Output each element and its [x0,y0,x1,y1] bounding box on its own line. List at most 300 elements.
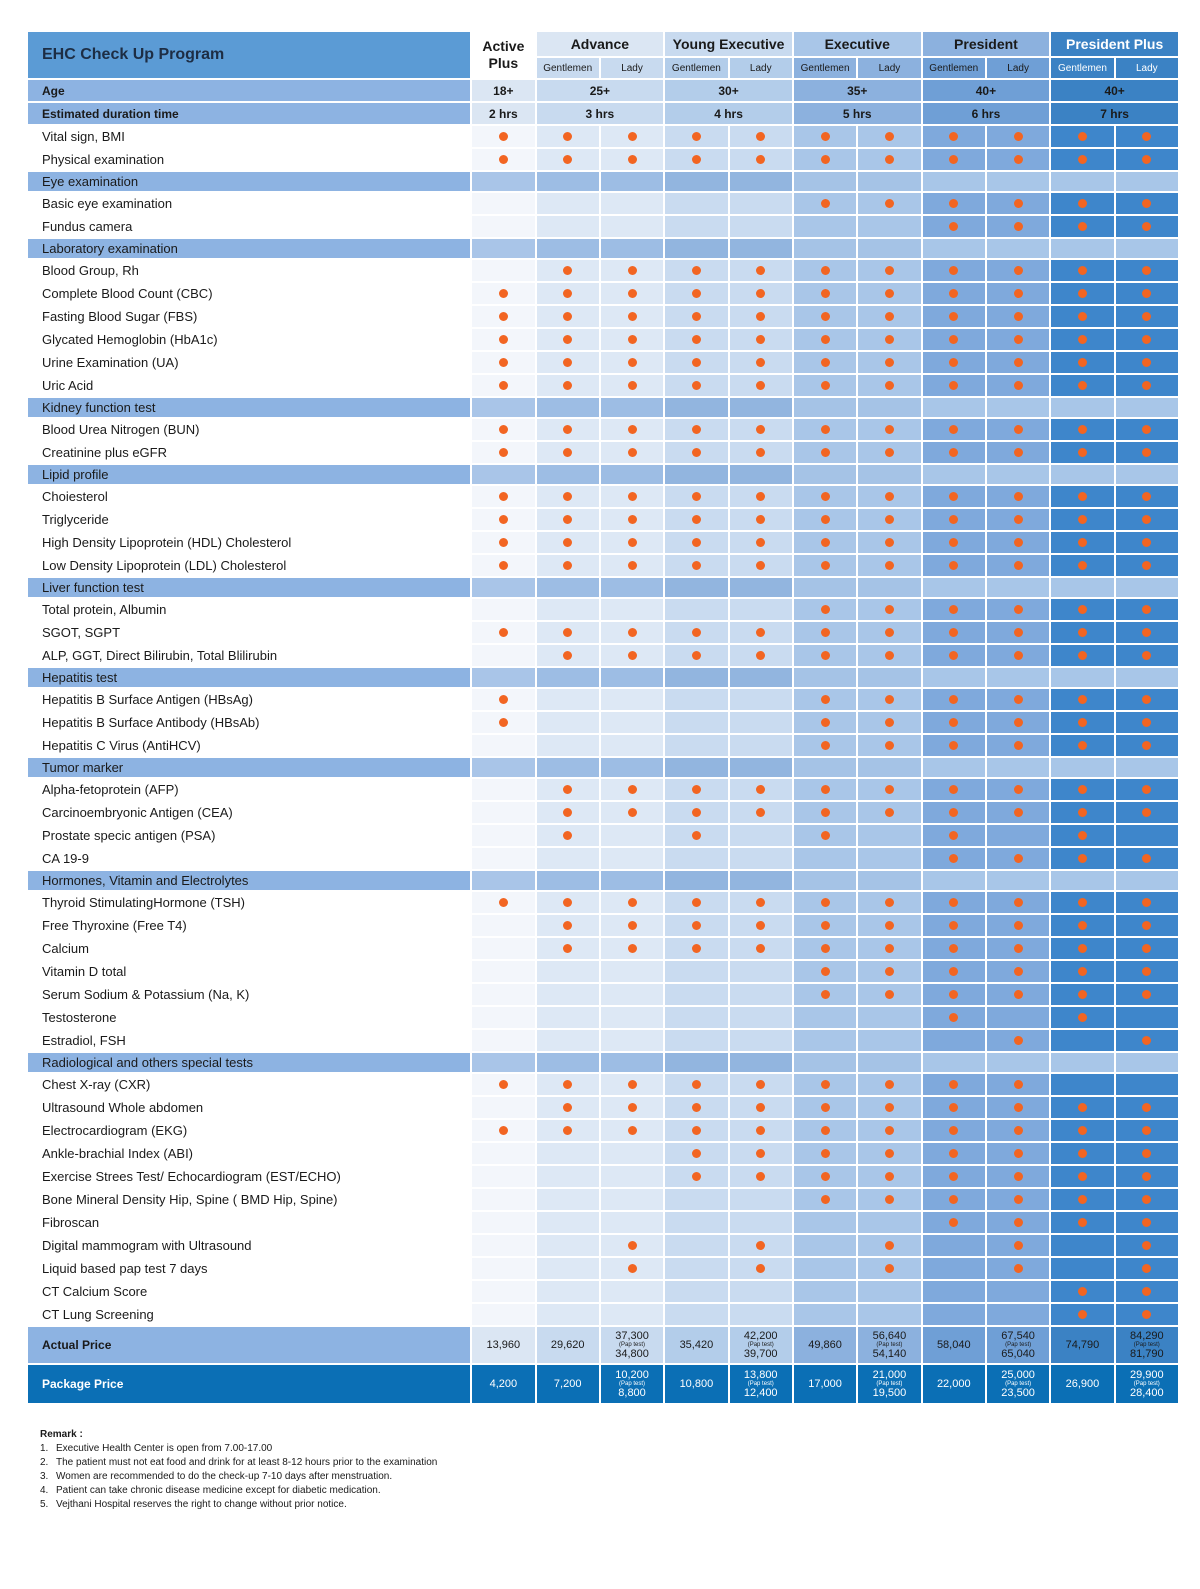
included-dot-icon [628,898,637,907]
included-dot-icon [692,381,701,390]
test-label: Fibroscan [27,1211,471,1234]
included-dot-icon [692,515,701,524]
mark-cell [1050,485,1114,508]
mark-cell [729,508,793,531]
mark-cell [986,644,1050,667]
included-dot-icon [949,425,958,434]
mark-cell [1050,1234,1114,1257]
included-dot-icon [821,921,830,930]
included-dot-icon [949,695,958,704]
included-dot-icon [1142,628,1151,637]
mark-cell [600,598,664,621]
mark-cell [986,757,1050,778]
actual-price-cell [793,1326,857,1364]
test-label: Electrocardiogram (EKG) [27,1119,471,1142]
mark-cell [600,282,664,305]
included-dot-icon [885,358,894,367]
mark-cell [664,801,728,824]
included-dot-icon [499,448,508,457]
price-value: 4,200 [489,1377,518,1390]
program-header-young-executive: Young Executive [664,31,793,57]
mark-cell [857,1165,921,1188]
mark-cell [600,305,664,328]
included-dot-icon [563,944,572,953]
included-dot-icon [1142,561,1151,570]
included-dot-icon [885,1241,894,1250]
test-label: Ultrasound Whole abdomen [27,1096,471,1119]
mark-cell [1050,1142,1114,1165]
mark-cell [600,937,664,960]
included-dot-icon [628,1080,637,1089]
mark-cell [1115,1234,1179,1257]
included-dot-icon [692,944,701,953]
included-dot-icon [1078,515,1087,524]
mark-cell [793,644,857,667]
mark-cell [857,397,921,418]
mark-cell [1115,508,1179,531]
price-value-without-pap: 28,400 [1129,1386,1164,1399]
mark-cell [1050,148,1114,171]
mark-cell [1115,1142,1179,1165]
included-dot-icon [821,448,830,457]
mark-cell [857,1280,921,1303]
test-label: Creatinine plus eGFR [27,441,471,464]
test-row [27,801,1179,824]
mark-cell [536,418,600,441]
included-dot-icon [821,831,830,840]
mark-cell [857,847,921,870]
mark-cell [664,1096,728,1119]
mark-cell [857,734,921,757]
included-dot-icon [885,199,894,208]
mark-cell [536,351,600,374]
mark-cell [1050,305,1114,328]
test-row [27,598,1179,621]
mark-cell [664,259,728,282]
included-dot-icon [885,312,894,321]
mark-cell [793,554,857,577]
mark-cell [986,328,1050,351]
mark-cell [793,577,857,598]
included-dot-icon [821,808,830,817]
mark-cell [1115,870,1179,891]
included-dot-icon [756,898,765,907]
mark-cell [986,1006,1050,1029]
mark-cell [600,1142,664,1165]
test-label: Free Thyroxine (Free T4) [27,914,471,937]
mark-cell [471,328,535,351]
mark-cell [1115,328,1179,351]
mark-cell [922,464,986,485]
checkup-table-container [26,30,1180,1405]
mark-cell [793,778,857,801]
mark-cell [536,397,600,418]
mark-cell [1050,328,1114,351]
test-label: Physical examination [27,148,471,171]
mark-cell [471,554,535,577]
mark-cell [1115,983,1179,1006]
actual-price-cell [1115,1326,1179,1364]
mark-cell [1050,554,1114,577]
remarks-section [40,1428,437,1512]
included-dot-icon [1142,990,1151,999]
price-value: 26,900 [1065,1377,1100,1390]
mark-cell [1050,171,1114,192]
included-dot-icon [821,967,830,976]
mark-cell [922,508,986,531]
included-dot-icon [563,155,572,164]
included-dot-icon [949,222,958,231]
mark-cell [793,1234,857,1257]
mark-cell [922,192,986,215]
mark-cell [600,1073,664,1096]
mark-cell [729,464,793,485]
test-row [27,1006,1179,1029]
mark-cell [729,983,793,1006]
included-dot-icon [692,1172,701,1181]
included-dot-icon [821,358,830,367]
package-price-cell [986,1364,1050,1404]
included-dot-icon [1014,222,1023,231]
included-dot-icon [628,312,637,321]
mark-cell [857,914,921,937]
included-dot-icon [756,944,765,953]
mark-cell [922,847,986,870]
mark-cell [600,891,664,914]
included-dot-icon [1014,381,1023,390]
included-dot-icon [949,1126,958,1135]
included-dot-icon [692,921,701,930]
mark-cell [600,1188,664,1211]
mark-cell [922,1142,986,1165]
category-label: Radiological and others special tests [27,1052,471,1073]
test-row [27,960,1179,983]
price-value: 17,000 [808,1377,842,1390]
included-dot-icon [1014,492,1023,501]
mark-cell [922,328,986,351]
test-label: Hepatitis B Surface Antigen (HBsAg) [27,688,471,711]
included-dot-icon [1142,1172,1151,1181]
mark-cell [857,757,921,778]
mark-cell [793,711,857,734]
package-price-cell [536,1364,600,1404]
included-dot-icon [949,1149,958,1158]
mark-cell [471,192,535,215]
test-row [27,891,1179,914]
included-dot-icon [628,266,637,275]
mark-cell [1050,621,1114,644]
included-dot-icon [756,266,765,275]
mark-cell [793,824,857,847]
mark-cell [729,192,793,215]
mark-cell [536,983,600,1006]
included-dot-icon [949,967,958,976]
mark-cell [1115,259,1179,282]
mark-cell [857,351,921,374]
included-dot-icon [1078,944,1087,953]
program-header-active-plus: Active Plus [471,31,535,79]
mark-cell [600,870,664,891]
mark-cell [1115,238,1179,259]
included-dot-icon [499,898,508,907]
included-dot-icon [1014,921,1023,930]
mark-cell [793,757,857,778]
mark-cell [986,192,1050,215]
mark-cell [1115,125,1179,148]
mark-cell [600,1052,664,1073]
mark-cell [1050,1119,1114,1142]
mark-cell [471,757,535,778]
included-dot-icon [756,921,765,930]
mark-cell [1050,1073,1114,1096]
gender-subheader: Gentlemen [664,57,728,79]
mark-cell [471,1211,535,1234]
program-header-executive: Executive [793,31,922,57]
mark-cell [986,983,1050,1006]
included-dot-icon [949,1103,958,1112]
mark-cell [857,485,921,508]
mark-cell [857,1142,921,1165]
included-dot-icon [1014,1264,1023,1273]
mark-cell [536,1073,600,1096]
mark-cell [536,374,600,397]
mark-cell [922,914,986,937]
included-dot-icon [563,808,572,817]
mark-cell [793,847,857,870]
mark-cell [536,711,600,734]
included-dot-icon [692,448,701,457]
included-dot-icon [1142,538,1151,547]
test-label: Total protein, Albumin [27,598,471,621]
included-dot-icon [821,155,830,164]
mark-cell [471,644,535,667]
included-dot-icon [885,741,894,750]
included-dot-icon [1078,605,1087,614]
included-dot-icon [1014,1036,1023,1045]
included-dot-icon [949,1218,958,1227]
mark-cell [471,847,535,870]
included-dot-icon [563,538,572,547]
mark-cell [729,1006,793,1029]
included-dot-icon [628,448,637,457]
mark-cell [857,801,921,824]
included-dot-icon [949,132,958,141]
price-value: 42,200 [743,1329,778,1342]
mark-cell [1050,464,1114,485]
mark-cell [793,1029,857,1052]
included-dot-icon [1078,1287,1087,1296]
mark-cell [793,621,857,644]
price-value: 58,040 [936,1338,971,1351]
included-dot-icon [949,898,958,907]
included-dot-icon [1014,898,1023,907]
included-dot-icon [1014,199,1023,208]
test-label: Ankle-brachial Index (ABI) [27,1142,471,1165]
included-dot-icon [1078,561,1087,570]
included-dot-icon [1078,1013,1087,1022]
test-row [27,328,1179,351]
included-dot-icon [563,628,572,637]
test-label: Choiesterol [27,485,471,508]
included-dot-icon [885,605,894,614]
included-dot-icon [1078,651,1087,660]
mark-cell [986,238,1050,259]
mark-cell [922,148,986,171]
mark-cell [536,441,600,464]
mark-cell [729,1029,793,1052]
included-dot-icon [1078,1218,1087,1227]
mark-cell [664,937,728,960]
mark-cell [600,351,664,374]
mark-cell [729,1188,793,1211]
pap-test-note: (Pap test) [747,1341,774,1348]
included-dot-icon [628,1126,637,1135]
included-dot-icon [885,492,894,501]
included-dot-icon [1078,199,1087,208]
included-dot-icon [1014,628,1023,637]
included-dot-icon [1142,651,1151,660]
mark-cell [664,960,728,983]
mark-cell [729,667,793,688]
mark-cell [729,485,793,508]
mark-cell [1050,801,1114,824]
test-label: Urine Examination (UA) [27,351,471,374]
mark-cell [600,801,664,824]
included-dot-icon [692,831,701,840]
pap-test-note: (Pap test) [619,1341,646,1348]
mark-cell [729,644,793,667]
mark-cell [857,464,921,485]
included-dot-icon [1078,1126,1087,1135]
mark-cell [986,891,1050,914]
mark-cell [793,1006,857,1029]
mark-cell [1050,757,1114,778]
included-dot-icon [1078,1103,1087,1112]
mark-cell [857,1052,921,1073]
test-row [27,554,1179,577]
mark-cell [664,554,728,577]
included-dot-icon [563,515,572,524]
actual-price-cell [922,1326,986,1364]
included-dot-icon [628,381,637,390]
mark-cell [471,531,535,554]
mark-cell [471,983,535,1006]
mark-cell [986,305,1050,328]
included-dot-icon [563,1080,572,1089]
mark-cell [922,577,986,598]
mark-cell [986,374,1050,397]
mark-cell [922,397,986,418]
mark-cell [793,351,857,374]
included-dot-icon [1142,155,1151,164]
mark-cell [1050,688,1114,711]
included-dot-icon [1078,312,1087,321]
included-dot-icon [1078,808,1087,817]
included-dot-icon [885,289,894,298]
mark-cell [1115,1188,1179,1211]
mark-cell [986,531,1050,554]
included-dot-icon [1014,1103,1023,1112]
mark-cell [1050,1211,1114,1234]
mark-cell [793,891,857,914]
mark-cell [471,1006,535,1029]
test-row [27,485,1179,508]
included-dot-icon [821,381,830,390]
mark-cell [600,531,664,554]
mark-cell [1115,891,1179,914]
mark-cell [471,1165,535,1188]
included-dot-icon [1142,1264,1151,1273]
mark-cell [600,644,664,667]
mark-cell [471,1119,535,1142]
mark-cell [1115,282,1179,305]
included-dot-icon [628,515,637,524]
mark-cell [600,778,664,801]
included-dot-icon [1078,921,1087,930]
included-dot-icon [628,561,637,570]
mark-cell [1115,711,1179,734]
mark-cell [986,1257,1050,1280]
mark-cell [729,1142,793,1165]
mark-cell [471,1142,535,1165]
included-dot-icon [885,155,894,164]
actual-price-cell [986,1326,1050,1364]
included-dot-icon [821,1172,830,1181]
included-dot-icon [1014,1080,1023,1089]
mark-cell [600,485,664,508]
included-dot-icon [756,1103,765,1112]
mark-cell [857,1211,921,1234]
mark-cell [471,621,535,644]
test-label: Prostate specic antigen (PSA) [27,824,471,847]
mark-cell [471,688,535,711]
mark-cell [664,282,728,305]
mark-cell [471,1096,535,1119]
mark-cell [729,1165,793,1188]
included-dot-icon [1142,605,1151,614]
price-value: 22,000 [936,1377,971,1390]
included-dot-icon [628,1103,637,1112]
included-dot-icon [692,538,701,547]
included-dot-icon [563,132,572,141]
mark-cell [600,171,664,192]
mark-cell [857,125,921,148]
mark-cell [857,192,921,215]
mark-cell [536,125,600,148]
included-dot-icon [821,515,830,524]
mark-cell [922,1052,986,1073]
age-value: 30+ [664,79,793,102]
mark-cell [664,621,728,644]
mark-cell [857,577,921,598]
included-dot-icon [1014,1195,1023,1204]
test-label: Thyroid StimulatingHormone (TSH) [27,891,471,914]
included-dot-icon [1078,289,1087,298]
gender-subheader: Lady [1115,57,1179,79]
mark-cell [922,734,986,757]
mark-cell [793,1188,857,1211]
mark-cell [729,554,793,577]
included-dot-icon [821,944,830,953]
package-price-label: Package Price [27,1364,471,1404]
test-label: SGOT, SGPT [27,621,471,644]
included-dot-icon [756,1264,765,1273]
mark-cell [922,960,986,983]
mark-cell [922,531,986,554]
mark-cell [729,621,793,644]
price-value: 10,200 [615,1368,649,1381]
included-dot-icon [499,358,508,367]
